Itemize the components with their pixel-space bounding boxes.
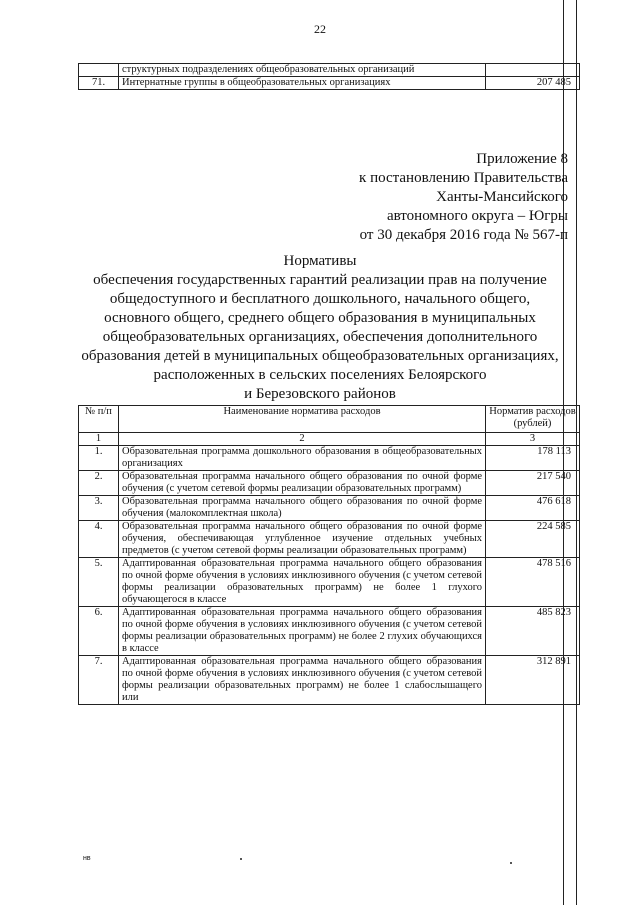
annex-line: к постановлению Правительства bbox=[359, 170, 568, 186]
row-name: Адаптированная образовательная программа начального общего образования по очной форме обучения в условиях инклюзивного обучения (с учетом сетевой формы реализации образовательных программ) не более 1 глухого обучающегося в классе bbox=[119, 558, 486, 607]
row-value: 312 891 bbox=[486, 656, 580, 705]
scan-speck bbox=[510, 862, 512, 864]
annex-line: Приложение 8 bbox=[476, 151, 568, 167]
row-value: 207 485 bbox=[486, 77, 580, 90]
table-row bbox=[79, 446, 580, 471]
title-line: Нормативы bbox=[283, 253, 357, 269]
row-value bbox=[486, 64, 580, 77]
table-row bbox=[79, 77, 580, 90]
title-line: основного общего, среднего общего образования в муниципальных bbox=[104, 310, 536, 326]
table-row bbox=[79, 471, 580, 496]
table-row bbox=[79, 64, 580, 77]
index-cell: 1 bbox=[79, 433, 119, 446]
title-line: образования детей в муниципальных общеобразовательных организациях, bbox=[81, 348, 559, 364]
header-number: № п/п bbox=[79, 406, 119, 433]
norms-table bbox=[78, 405, 580, 705]
title-line: общеобразовательных организациях, обеспечения дополнительного bbox=[102, 329, 538, 345]
title-line: обеспечения государственных гарантий реализации прав на получение bbox=[93, 272, 547, 288]
index-cell: 3 bbox=[486, 433, 580, 446]
row-number bbox=[79, 64, 119, 77]
row-value: 485 823 bbox=[486, 607, 580, 656]
row-name: Интернатные группы в общеобразовательных организациях bbox=[119, 77, 486, 90]
row-value: 476 618 bbox=[486, 496, 580, 521]
row-name: Образовательная программа начального общего образования по очной форме обучения, обеспечивающая углубленное изучение отдельных учебных предметов (с учетом сетевой формы реализации образовательных программ) bbox=[119, 521, 486, 558]
row-number: 5. bbox=[79, 558, 119, 607]
annex-line: от 30 декабря 2016 года № 567-п bbox=[359, 227, 568, 243]
row-number: 7. bbox=[79, 656, 119, 705]
row-value: 217 540 bbox=[486, 471, 580, 496]
table-row bbox=[79, 558, 580, 607]
scan-speck bbox=[240, 858, 242, 860]
row-name: Адаптированная образовательная программа начального общего образования по очной форме обучения в условиях инклюзивного обучения (с учетом сетевой формы реализации образовательных программ) не более 2 глухих обучающихся в классе bbox=[119, 607, 486, 656]
title-line: расположенных в сельских поселениях Белоярского bbox=[153, 367, 487, 383]
annex-heading bbox=[248, 150, 568, 245]
table-row bbox=[79, 521, 580, 558]
row-number: 4. bbox=[79, 521, 119, 558]
continuation-table bbox=[78, 63, 580, 90]
row-name: Образовательная программа дошкольного образования в общеобразовательных организациях bbox=[119, 446, 486, 471]
row-name: Адаптированная образовательная программа начального общего образования по очной форме обучения в условиях инклюзивного обучения (с учетом сетевой формы реализации образовательных программ) не более 1 слабослышащего или bbox=[119, 656, 486, 705]
annex-line: Ханты-Мансийского bbox=[436, 189, 568, 205]
index-cell: 2 bbox=[119, 433, 486, 446]
row-number: 71. bbox=[79, 77, 119, 90]
row-number: 2. bbox=[79, 471, 119, 496]
table-row bbox=[79, 496, 580, 521]
title-line: общедоступного и бесплатного дошкольного, начального общего, bbox=[109, 291, 531, 307]
table-row bbox=[79, 656, 580, 705]
header-name: Наименование норматива расходов bbox=[119, 406, 486, 433]
row-name: Образовательная программа начального общего образования по очной форме обучения (малокомплектная школа) bbox=[119, 496, 486, 521]
row-value: 478 516 bbox=[486, 558, 580, 607]
row-value: 178 113 bbox=[486, 446, 580, 471]
row-number: 6. bbox=[79, 607, 119, 656]
table-header-row bbox=[79, 406, 580, 433]
document-title bbox=[60, 252, 580, 404]
row-name: структурных подразделениях общеобразовательных организаций bbox=[119, 64, 486, 77]
table-index-row bbox=[79, 433, 580, 446]
footer-initials: нв bbox=[83, 855, 91, 862]
row-name: Образовательная программа начального общего образования по очной форме обучения (с учетом сетевой формы реализации образовательных программ) bbox=[119, 471, 486, 496]
title-line: и Березовского районов bbox=[244, 386, 396, 402]
row-number: 1. bbox=[79, 446, 119, 471]
table-row bbox=[79, 607, 580, 656]
row-number: 3. bbox=[79, 496, 119, 521]
page-number: 22 bbox=[314, 22, 326, 36]
annex-line: автономного округа – Югры bbox=[386, 208, 568, 224]
row-value: 224 585 bbox=[486, 521, 580, 558]
header-value: Норматив расходов (рублей) bbox=[486, 406, 580, 433]
